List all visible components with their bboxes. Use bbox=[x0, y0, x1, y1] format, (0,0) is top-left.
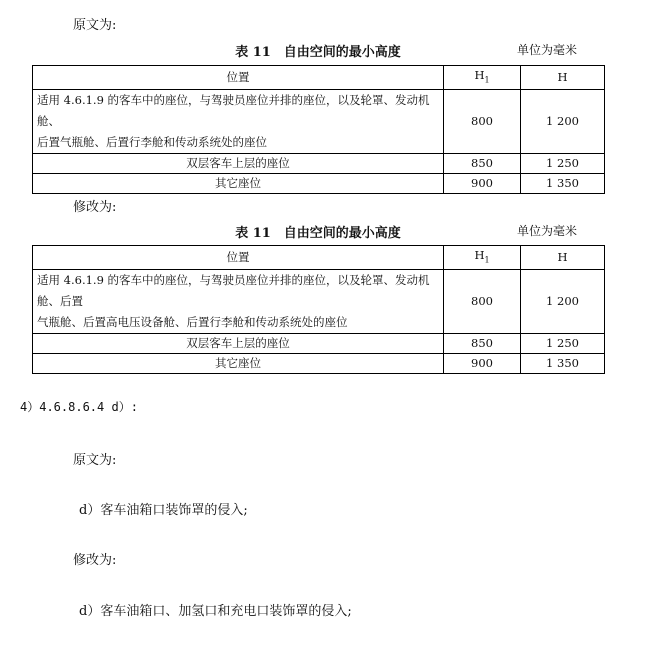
row-position: 适用 4.6.1.9 的客车中的座位，与驾驶员座位并排的座位，以及轮罩、发动机舱、 后置气瓶舱、后置行李舱和传动系统处的座位 bbox=[33, 90, 444, 154]
original-label-1: 原文为: bbox=[73, 18, 117, 33]
header-h: H bbox=[521, 66, 605, 90]
row-h: 1 200 bbox=[521, 270, 605, 334]
modified-text-2: d）客车油箱口、加氢口和充电口装饰罩的侵入; bbox=[79, 604, 352, 619]
row-h: 1 350 bbox=[521, 174, 605, 194]
table-unit-1: 单位为毫米 bbox=[517, 43, 578, 57]
row-h1: 850 bbox=[444, 334, 521, 354]
original-text-2: d）客车油箱口装饰罩的侵入; bbox=[79, 503, 248, 518]
row-h1: 800 bbox=[444, 270, 521, 334]
row-position: 双层客车上层的座位 bbox=[33, 334, 444, 354]
header-h1: $H_1$ bbox=[444, 246, 521, 270]
table-row bbox=[33, 90, 605, 154]
item4-heading: 4）4.6.8.6.4 d）: bbox=[20, 400, 138, 414]
row-h: 1 250 bbox=[521, 154, 605, 174]
table-row bbox=[33, 354, 605, 374]
table-row bbox=[33, 270, 605, 334]
table-caption-2 bbox=[32, 222, 604, 240]
row-position: 双层客车上层的座位 bbox=[33, 154, 444, 174]
header-position: 位置 bbox=[33, 66, 444, 90]
row-h1: 900 bbox=[444, 354, 521, 374]
table-caption-1 bbox=[32, 41, 604, 59]
modified-label-2: 修改为: bbox=[73, 553, 117, 568]
row-h1: 800 bbox=[444, 90, 521, 154]
table-row bbox=[33, 334, 605, 354]
table-title-1: 表 11 自由空间的最小高度 bbox=[235, 45, 401, 60]
modified-label-1: 修改为: bbox=[73, 200, 117, 215]
header-h: H bbox=[521, 246, 605, 270]
header-h1: $H_1$ bbox=[444, 66, 521, 90]
table-title-2: 表 11 自由空间的最小高度 bbox=[235, 226, 401, 241]
row-h: 1 250 bbox=[521, 334, 605, 354]
row-h: 1 200 bbox=[521, 90, 605, 154]
height-table-modified bbox=[32, 245, 605, 374]
height-table-original bbox=[32, 65, 605, 194]
table-header-row bbox=[33, 66, 605, 90]
table-row bbox=[33, 154, 605, 174]
row-position: 适用 4.6.1.9 的客车中的座位，与驾驶员座位并排的座位，以及轮罩、发动机舱、后置 气瓶舱、后置高电压设备舱、后置行李舱和传动系统处的座位 bbox=[33, 270, 444, 334]
row-position: 其它座位 bbox=[33, 174, 444, 194]
original-label-2: 原文为: bbox=[73, 453, 117, 468]
row-position: 其它座位 bbox=[33, 354, 444, 374]
table-unit-2: 单位为毫米 bbox=[517, 224, 578, 238]
header-position: 位置 bbox=[33, 246, 444, 270]
table-row bbox=[33, 174, 605, 194]
table-header-row bbox=[33, 246, 605, 270]
row-h1: 900 bbox=[444, 174, 521, 194]
row-h1: 850 bbox=[444, 154, 521, 174]
row-h: 1 350 bbox=[521, 354, 605, 374]
